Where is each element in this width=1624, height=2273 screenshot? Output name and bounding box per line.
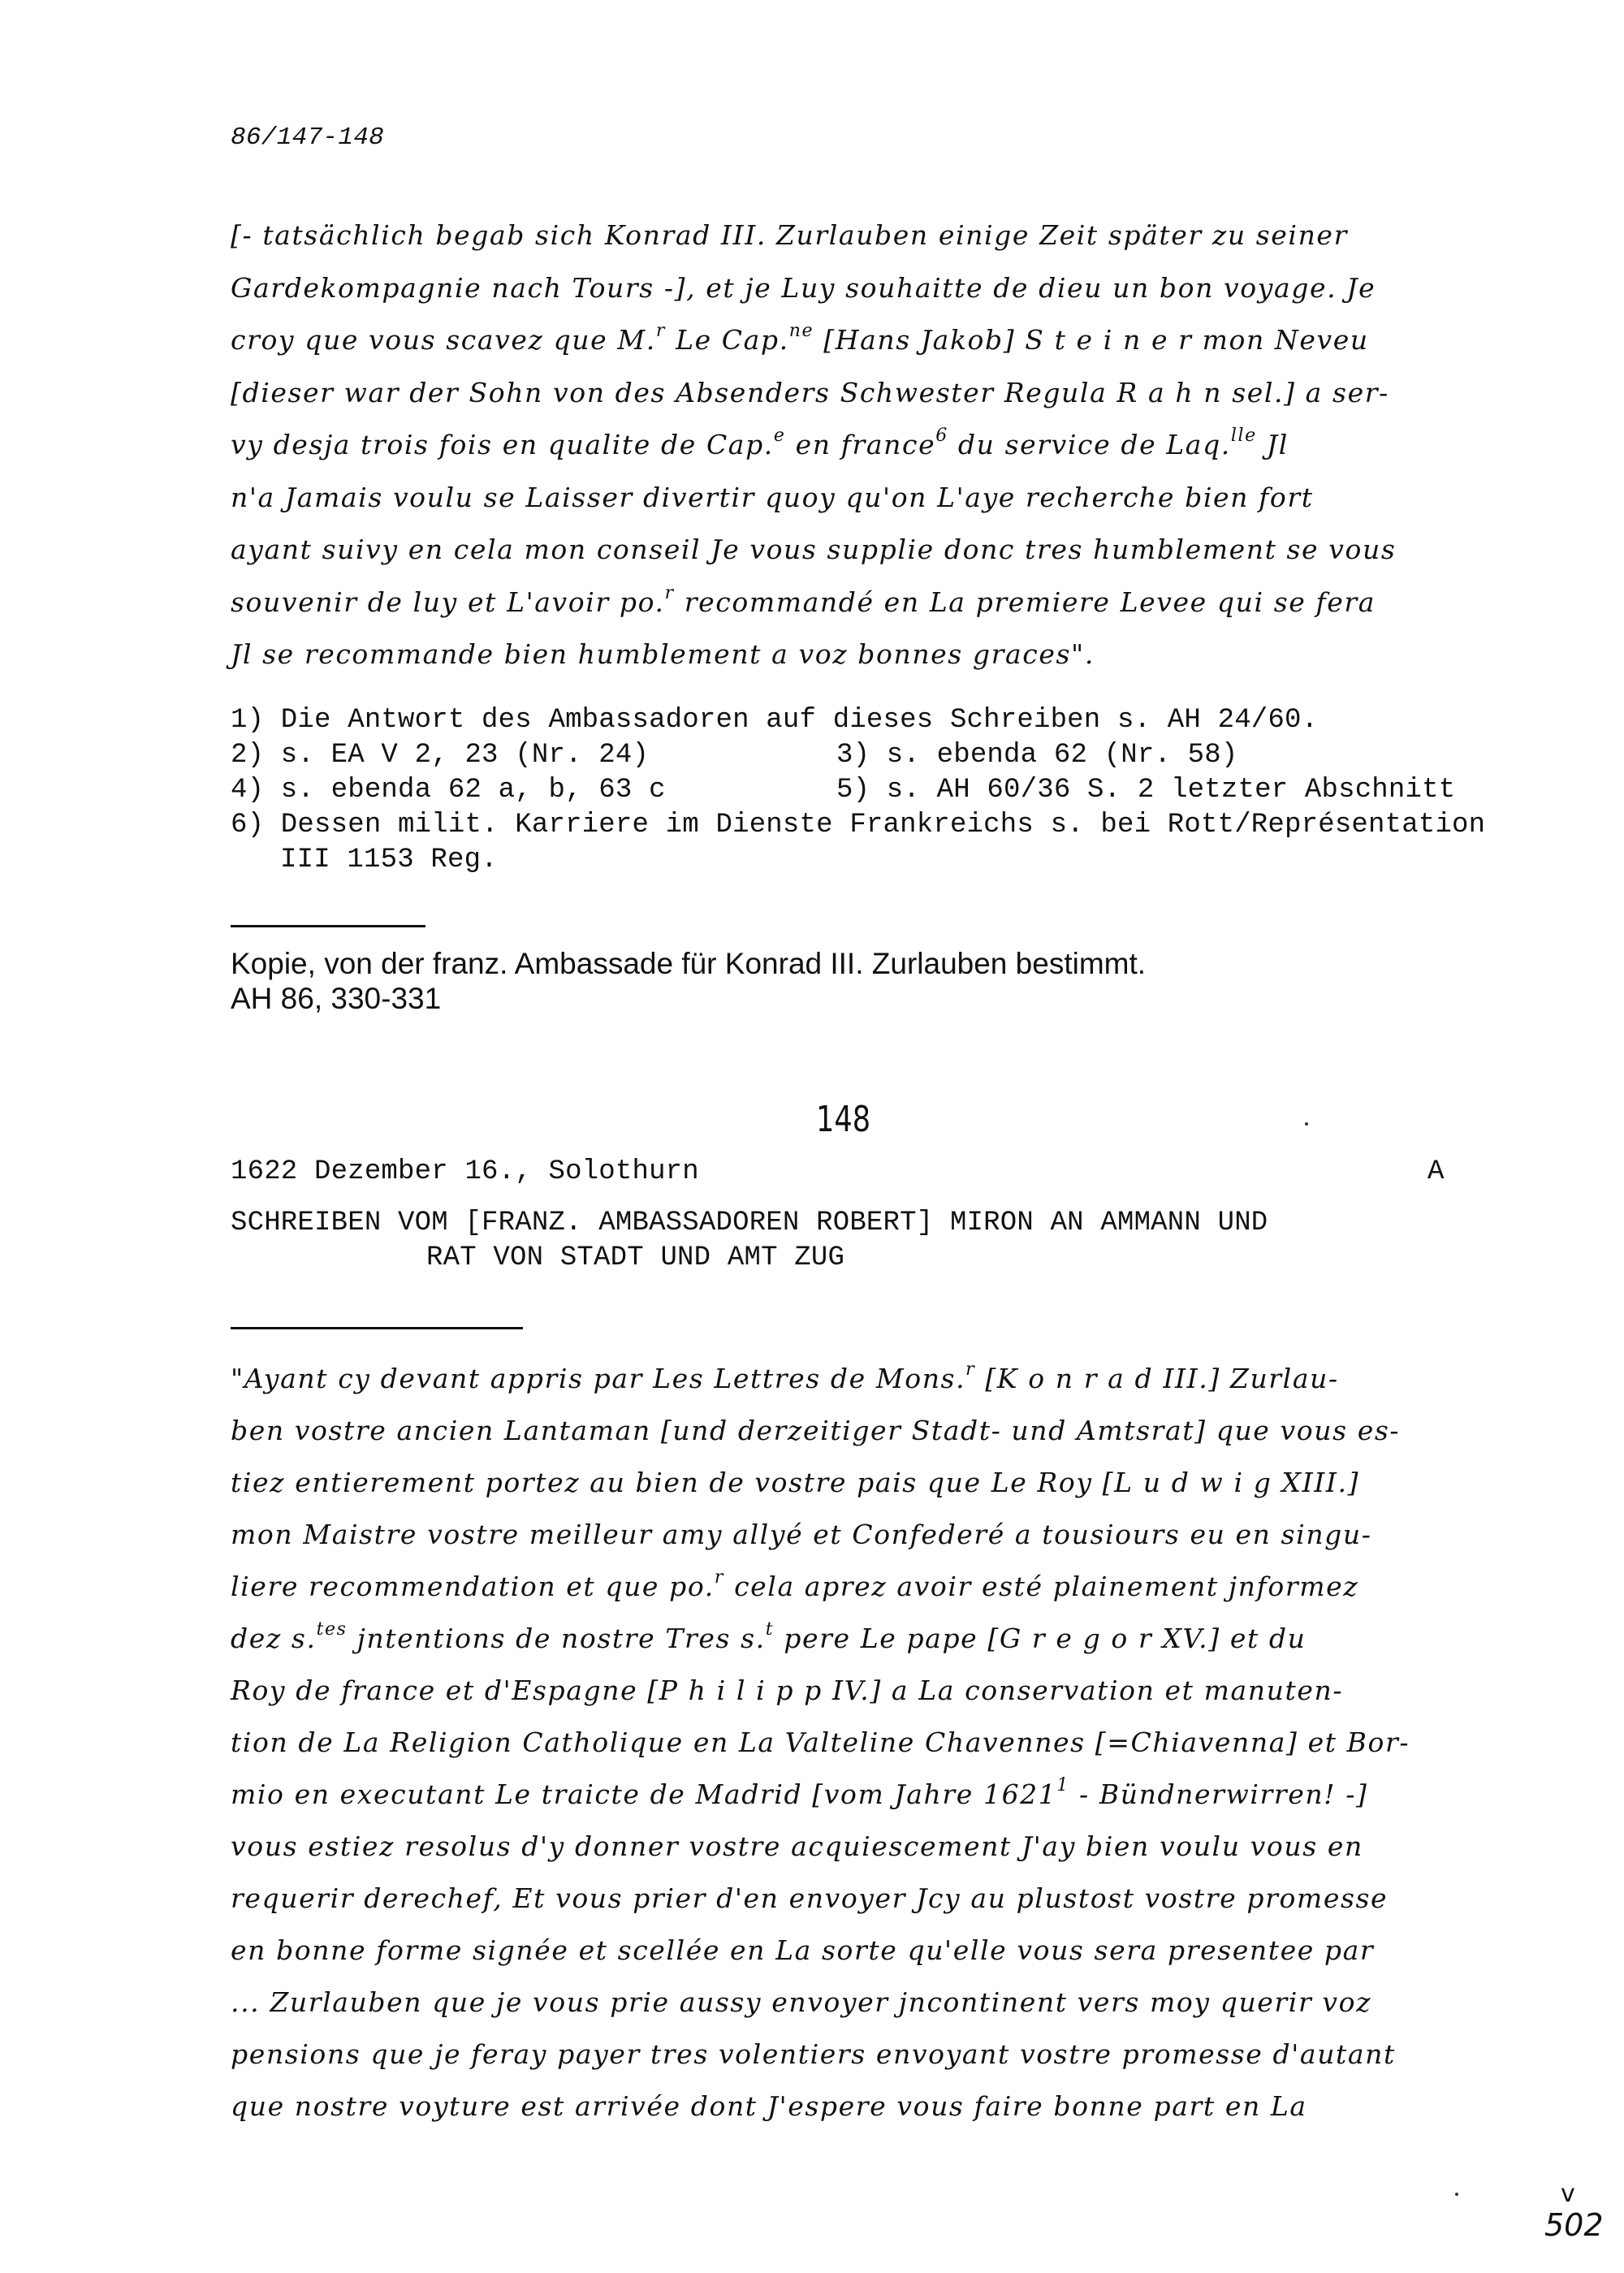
- letter-147-line: [231, 582, 1376, 618]
- letter-148-line: [231, 1830, 1363, 1862]
- superscript: lle: [1230, 426, 1257, 446]
- superscript: r: [714, 1567, 724, 1588]
- text-run: souvenir de luy et L'avoir po.: [231, 586, 665, 618]
- text-run: Roy de france et d'Espagne [P h i l i p p IV.] a La conservation et manuten-: [231, 1675, 1344, 1706]
- text-run: ayant suivy en cela mon conseil Je vous supplie donc tres humblement se vous: [231, 534, 1397, 565]
- date-place: 1622 Dezember 16., Solothurn: [231, 1156, 699, 1187]
- speck: [1305, 1122, 1308, 1126]
- text-run: jntentions de nostre Tres s.: [347, 1623, 766, 1654]
- letter-147-line: [231, 321, 1369, 356]
- letter-147-line: [231, 638, 1095, 670]
- footnote-4: 4) s. ebenda 62 a, b, 63 c: [231, 775, 666, 806]
- separator-rule: [231, 925, 425, 927]
- footnote-3: 3) s. ebenda 62 (Nr. 58): [836, 740, 1238, 771]
- text-run: n'a Jamais voulu se Laisser divertir quoy qu'on L'aye recherche bien fort: [231, 481, 1314, 513]
- text-run: tiez entierement portez au bien de vostre pais que Le Roy [L u d w i g XIII.]: [231, 1467, 1360, 1498]
- text-run: [K o n r a d III.] Zurlau-: [975, 1363, 1339, 1394]
- text-run: Jl: [1256, 429, 1289, 460]
- text-run: en bonne forme signée et scellée en La sorte qu'elle vous sera presentee par: [231, 1934, 1375, 1966]
- superscript: 6: [935, 426, 948, 446]
- footnote-1: 1) Die Antwort des Ambassadoren auf dieses Schreiben s. AH 24/60.: [231, 705, 1319, 736]
- letter-148-line: [231, 2090, 1307, 2122]
- text-run: [Hans Jakob] S t e i n e r mon Neveu: [814, 324, 1369, 356]
- document-number: 148: [816, 1099, 871, 1140]
- footnote-5: 5) s. AH 60/36 S. 2 letzter Abschnitt: [836, 775, 1456, 806]
- text-run: dez s.: [231, 1623, 317, 1654]
- letter-147-line: [231, 377, 1389, 408]
- text-run: croy que vous scavez que M.: [231, 324, 656, 356]
- separator-rule: [231, 1327, 523, 1329]
- superscript: t: [765, 1619, 775, 1640]
- folio-check-mark: v: [1561, 2180, 1575, 2208]
- source-note-line-2: AH 86, 330-331: [231, 982, 442, 1015]
- superscript: r: [655, 321, 666, 341]
- document-marker: A: [1427, 1156, 1445, 1187]
- letter-148-line: [231, 1934, 1374, 1966]
- text-run: du service de Laq.: [948, 429, 1231, 460]
- text-run: ben vostre ancien Lantaman [und derzeitiger Stadt- und Amtsrat] que vous es-: [231, 1415, 1401, 1446]
- letter-148-line: [231, 1359, 1339, 1394]
- text-run: vous estiez resolus d'y donner vostre acquiescement J'ay bien voulu vous en: [231, 1830, 1363, 1862]
- text-run: pere Le pape [G r e g o r XV.] et du: [774, 1623, 1307, 1654]
- letter-148-line: [231, 1519, 1372, 1550]
- superscript: r: [965, 1359, 976, 1380]
- letter-147-line: [231, 482, 1314, 513]
- text-run: cela aprez avoir esté plainement jnformez: [723, 1571, 1359, 1602]
- letter-147-line: [231, 426, 1289, 460]
- speck: [1455, 2193, 1458, 2196]
- superscript: 1: [1056, 1775, 1069, 1795]
- letter-147-line: [231, 534, 1396, 565]
- letter-148-line: [231, 1775, 1368, 1810]
- text-run: requerir derechef, Et vous prier d'en envoyer Jcy au plustost vostre promesse: [231, 1882, 1389, 1914]
- superscript: r: [664, 582, 675, 603]
- document-title-line-1: SCHREIBEN VOM [FRANZ. AMBASSADOREN ROBERT] MIRON AN AMMANN UND: [231, 1208, 1268, 1238]
- letter-148-line: [231, 1467, 1359, 1498]
- text-run: que nostre voyture est arrivée dont J'espere vous faire bonne part en La: [231, 2090, 1307, 2122]
- superscript: tes: [316, 1619, 348, 1640]
- text-run: [dieser war der Sohn von des Absenders Schwester Regula R a h n sel.] a ser-: [231, 376, 1389, 408]
- footnote-6: 6) Dessen milit. Karriere im Dienste Frankreichs s. bei Rott/Représentation: [231, 810, 1486, 840]
- letter-148-line: [231, 1675, 1343, 1706]
- text-run: en france: [785, 429, 936, 460]
- letter-148-line: [231, 1726, 1410, 1758]
- letter-148-line: [231, 1567, 1359, 1602]
- text-run: mon Maistre vostre meilleur amy allyé et Confederé a tousiours eu en singu-: [231, 1519, 1372, 1550]
- text-run: Jl se recommande bien humblement a voz bonnes graces".: [231, 638, 1095, 670]
- text-run: ... Zurlauben que je vous prie aussy envoyer jncontinent vers moy querir voz: [231, 1986, 1372, 2018]
- text-run: recommandé en La premiere Levee qui se fera: [674, 586, 1376, 618]
- reference-number: 86/147-148: [231, 123, 385, 152]
- letter-148-line: [231, 2038, 1396, 2070]
- text-run: mio en executant Le traicte de Madrid [vom Jahre 1621: [231, 1778, 1057, 1810]
- superscript: ne: [788, 321, 814, 341]
- text-run: Le Cap.: [665, 324, 789, 356]
- letter-147-line: [231, 272, 1376, 304]
- letter-148-line: [231, 1619, 1307, 1654]
- text-run: tion de La Religion Catholique en La Valteline Chavennes [=Chiavenna] et Bor-: [231, 1726, 1410, 1758]
- text-run: Gardekompagnie nach Tours -], et je Luy souhaitte de dieu un bon voyage. Je: [231, 271, 1376, 304]
- text-run: - Bündnerwirren! -]: [1069, 1778, 1368, 1810]
- letter-147-line: [231, 219, 1348, 251]
- letter-148-line: [231, 1986, 1371, 2018]
- superscript: e: [773, 426, 786, 446]
- footnote-6-continued: III 1153 Reg.: [280, 845, 498, 875]
- footnote-2: 2) s. EA V 2, 23 (Nr. 24): [231, 740, 650, 771]
- text-run: pensions que je feray payer tres volentiers envoyant vostre promesse d'autant: [231, 2038, 1396, 2070]
- document-title-line-2: RAT VON STADT UND AMT ZUG: [426, 1242, 845, 1273]
- source-note-line-1: Kopie, von der franz. Ambassade für Konrad III. Zurlauben bestimmt.: [231, 947, 1147, 980]
- text-run: vy desja trois fois en qualite de Cap.: [231, 429, 774, 460]
- folio-number: 502: [1544, 2207, 1604, 2243]
- text-run: "Ayant cy devant appris par Les Lettres de Mons.: [231, 1363, 966, 1394]
- letter-148-line: [231, 1882, 1388, 1914]
- text-run: liere recommendation et que po.: [231, 1571, 715, 1602]
- letter-148-line: [231, 1415, 1400, 1446]
- text-run: [- tatsächlich begab sich Konrad III. Zurlauben einige Zeit später zu seiner: [231, 219, 1348, 251]
